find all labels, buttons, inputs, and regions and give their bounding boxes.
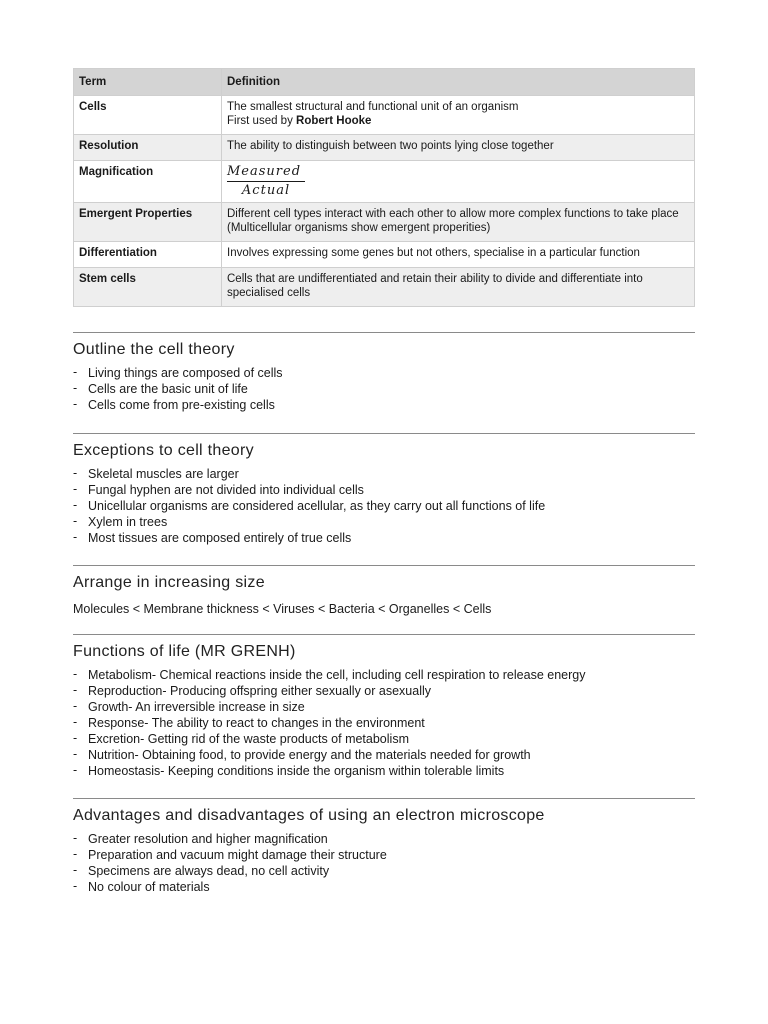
list-item: - Unicellular organisms are considered acellular, as they carry out all functions of life — [73, 498, 695, 514]
table-row — [74, 268, 695, 307]
list-item: - Reproduction- Producing offspring either sexually or asexually — [73, 683, 695, 699]
list-item: - Cells come from pre-existing cells — [73, 397, 695, 413]
list-item: - Living things are composed of cells — [73, 365, 695, 381]
fraction-numerator: Measured — [227, 165, 305, 182]
definition-cell — [222, 96, 695, 135]
definition-bold-name: Robert Hooke — [296, 115, 372, 127]
section-title: Arrange in increasing size — [73, 574, 265, 591]
table-row — [74, 203, 695, 242]
table-row — [74, 161, 695, 203]
magnification-fraction — [227, 165, 305, 198]
definition-cell: The ability to distinguish between two points lying close together — [222, 135, 695, 161]
definitions-table — [73, 68, 695, 307]
table-row — [74, 135, 695, 161]
list-item: - Growth- An irreversible increase in size — [73, 699, 695, 715]
definition-cell — [222, 161, 695, 203]
bullet-list — [73, 831, 695, 895]
section-functions-of-life — [73, 634, 695, 779]
bullet-list — [73, 667, 695, 779]
definition-prefix: First used by — [227, 115, 297, 127]
table-row — [74, 242, 695, 268]
term-cell: Resolution — [74, 135, 222, 161]
header-definition: Definition — [222, 69, 695, 96]
list-item: - Cells are the basic unit of life — [73, 381, 695, 397]
bullet-list — [73, 466, 695, 546]
term-cell: Cells — [74, 96, 222, 135]
list-item: - Skeletal muscles are larger — [73, 466, 695, 482]
list-item: - Nutrition- Obtaining food, to provide energy and the materials needed for growth — [73, 747, 695, 763]
list-item: - Excretion- Getting rid of the waste products of metabolism — [73, 731, 695, 747]
section-title: Functions of life (MR GRENH) — [73, 643, 296, 660]
size-order-text: Molecules < Membrane thickness < Viruses < Bacteria < Organelles < Cells — [73, 602, 492, 616]
section-title: Outline the cell theory — [73, 341, 235, 358]
list-item: - Xylem in trees — [73, 514, 695, 530]
table-row — [74, 96, 695, 135]
list-item: - Most tissues are composed entirely of true cells — [73, 530, 695, 546]
list-item: - Metabolism- Chemical reactions inside the cell, including cell respiration to release energy — [73, 667, 695, 683]
list-item: - Homeostasis- Keeping conditions inside the organism within tolerable limits — [73, 763, 695, 779]
term-cell: Stem cells — [74, 268, 222, 307]
definition-line: The smallest structural and functional unit of an organism — [227, 101, 519, 113]
section-electron-microscope — [73, 798, 695, 895]
list-item: - No colour of materials — [73, 879, 695, 895]
term-cell: Differentiation — [74, 242, 222, 268]
table-header-row — [74, 69, 695, 96]
list-item: - Response- The ability to react to changes in the environment — [73, 715, 695, 731]
fraction-denominator: Actual — [241, 183, 291, 198]
definition-cell: Involves expressing some genes but not others, specialise in a particular function — [222, 242, 695, 268]
list-item: - Greater resolution and higher magnification — [73, 831, 695, 847]
section-increasing-size — [73, 565, 695, 617]
term-cell: Emergent Properties — [74, 203, 222, 242]
definition-cell: Different cell types interact with each other to allow more complex functions to take place (Multicellular organisms show emergent properities) — [222, 203, 695, 242]
list-item: - Preparation and vacuum might damage their structure — [73, 847, 695, 863]
header-term: Term — [74, 69, 222, 96]
section-cell-theory — [73, 332, 695, 413]
term-cell: Magnification — [74, 161, 222, 203]
list-item: - Specimens are always dead, no cell activity — [73, 863, 695, 879]
list-item: - Fungal hyphen are not divided into individual cells — [73, 482, 695, 498]
section-title: Exceptions to cell theory — [73, 442, 254, 459]
bullet-list — [73, 365, 695, 413]
section-exceptions — [73, 433, 695, 546]
section-title: Advantages and disadvantages of using an electron microscope — [73, 807, 545, 824]
definitions-table-container — [73, 68, 695, 307]
definition-cell: Cells that are undifferentiated and retain their ability to divide and differentiate into specialised cells — [222, 268, 695, 307]
